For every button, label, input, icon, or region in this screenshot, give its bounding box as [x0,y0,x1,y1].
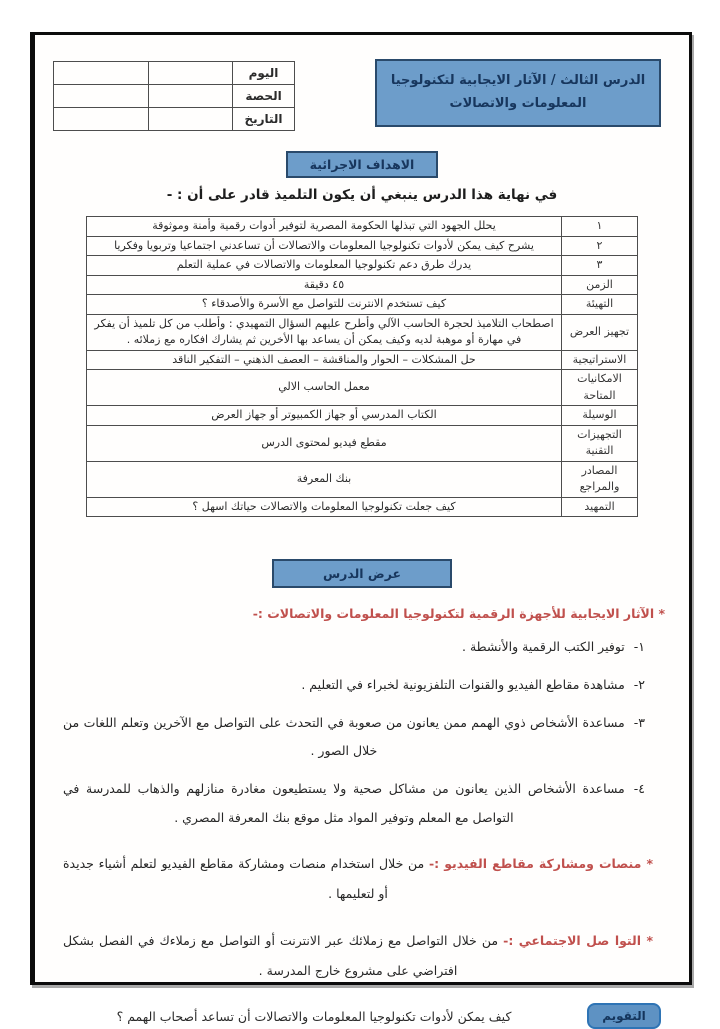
row-label: الزمن [562,275,638,295]
note-title: * منصات ومشاركة مقاطع الفيديو :- [428,855,653,871]
row-label: التمهيد [562,497,638,517]
evaluation-question: كيف يمكن لأدوات تكنولوجيا المعلومات والاتصالات أن تساعد أصحاب الهمم ؟ [116,1008,512,1024]
table-row [87,236,638,256]
list-item [63,709,645,767]
row-value: يحلل الجهود التي تبذلها الحكومة المصرية لتوفير أدوات رقمية وأمنة وموثوقة [87,217,562,237]
list-item [63,775,645,833]
table-row [87,406,638,426]
row-value: اصطحاب التلاميذ لحجرة الحاسب الآلي وأطرح عليهم السؤال التمهيدي : وأطلب من كل تلميذ أن يفكر في مهارة أو موهبة لديه وكيف يمكن أن يساعد بها الأخرين ثم يشارك افكاره مع زملائه . [87,314,562,350]
row-label: الوسيلة [562,406,638,426]
row-label: ٣ [562,256,638,276]
table-row [54,85,295,108]
lesson-title: الدرس الثالث / الآثار الايجابية لتكنولوجيا المعلومات والاتصالات [390,73,646,111]
item-number: ٤- [633,781,645,796]
row-value: الكتاب المدرسي أو جهاز الكمبيوتر أو جهاز العرض [87,406,562,426]
table-row [87,217,638,237]
info-cell-empty [54,108,149,131]
table-row [87,350,638,370]
item-number: ٢- [633,676,645,692]
info-cell-empty [149,62,233,85]
table-row [87,370,638,406]
item-text: مساعدة الأشخاص الذين يعانون من مشاكل صحية ولا يستطيعون مغادرة منازلهم والذهاب للمدرسة في التواصل مع المعلم وتوفير المواد مثل موقع بنك المعرفة المصري . [63,781,625,825]
row-value: ٤٥ دقيقة [87,275,562,295]
table-row [87,461,638,497]
lesson-title-box [375,59,661,127]
row-value: يدرك طرق دعم تكنولوجيا المعلومات والاتصالات في عملية التعلم [87,256,562,276]
document-page [30,32,692,1024]
table-row [87,275,638,295]
table-row [87,497,638,517]
row-label: ١ [562,217,638,237]
row-value: حل المشكلات – الحوار والمناقشة – العصف الذهني – التفكير الناقد [87,350,562,370]
info-cell-empty [149,108,233,131]
item-text: مساعدة الأشخاص ذوي الهمم ممن يعانون من صعوبة في التحدث على التواصل مع الآخرين وتعلم اللغات من خلال الصور . [63,714,625,759]
table-row [54,108,295,131]
list-item [63,633,645,662]
evaluation-header-box: التقويم [587,1003,661,1029]
list-item [63,671,645,700]
row-label: الاستراتيجية [562,350,638,370]
info-cell-empty [149,85,233,108]
note-text: من خلال التواصل مع زملائك عبر الانترنت أو التواصل مع زملاءك في الفصل بشكل افتراضي على مشروع خارج المدرسة . [63,932,499,979]
positive-effects-list [51,633,673,833]
positive-effects-heading: * الآثار الايجابية للأجهزة الرقمية لتكنولوجيا المعلومات والاتصالات :- [252,606,665,621]
row-value: كيف جعلت تكنولوجيا المعلومات والاتصالات حياتك اسهل ؟ [87,497,562,517]
table-row [54,62,295,85]
info-table [53,61,295,131]
info-label-period: الحصة [233,85,295,108]
presentation-header-box: عرض الدرس [272,559,452,588]
table-row [87,256,638,276]
lesson-plan-table [86,216,638,517]
table-row [87,314,638,350]
item-text: توفير الكتب الرقمية والأنشطة . [462,639,625,654]
header-row [51,59,673,131]
row-label: المصادر والمراجع [562,461,638,497]
info-cell-empty [54,62,149,85]
row-label: التهيئة [562,295,638,315]
row-label: التجهيزات التقنية [562,425,638,461]
item-number: ٣- [633,714,645,730]
row-label: تجهيز العرض [562,314,638,350]
row-value: كيف تستخدم الانترنت للتواصل مع الأسرة والأصدقاء ؟ [87,295,562,315]
row-value: مقطع فيديو لمحتوى الدرس [87,425,562,461]
objectives-intro-line: في نهاية هذا الدرس ينبغي أن يكون التلميذ قادر على أن : - [166,187,558,203]
info-label-day: اليوم [233,62,295,85]
row-label: الامكانيات المتاحة [562,370,638,406]
note-title: * التوا صل الاجتماعي :- [503,932,653,948]
row-value: معمل الحاسب الالي [87,370,562,406]
item-number: ١- [633,639,645,654]
evaluation-row [51,1003,673,1029]
table-row [87,295,638,315]
objectives-header-box: الاهداف الاجرائية [286,151,438,178]
info-cell-empty [54,85,149,108]
row-value: بنك المعرفة [87,461,562,497]
row-value: يشرح كيف يمكن لأدوات تكنولوجيا المعلومات والاتصالات أن تساعدني اجتماعيا وتربويا وفكريا [87,236,562,256]
item-text: مشاهدة مقاطع الفيديو والقنوات التلفزيونية لخبراء في التعليم . [301,676,625,692]
social-communication-note [63,926,653,987]
note-text: من خلال استخدام منصات ومشاركة مقاطع الفيديو لتعلم أشياء جديدة أو لتعليمها . [63,855,425,902]
table-row [87,425,638,461]
info-label-date: التاريخ [233,108,295,131]
row-label: ٢ [562,236,638,256]
video-platforms-note [63,849,653,910]
